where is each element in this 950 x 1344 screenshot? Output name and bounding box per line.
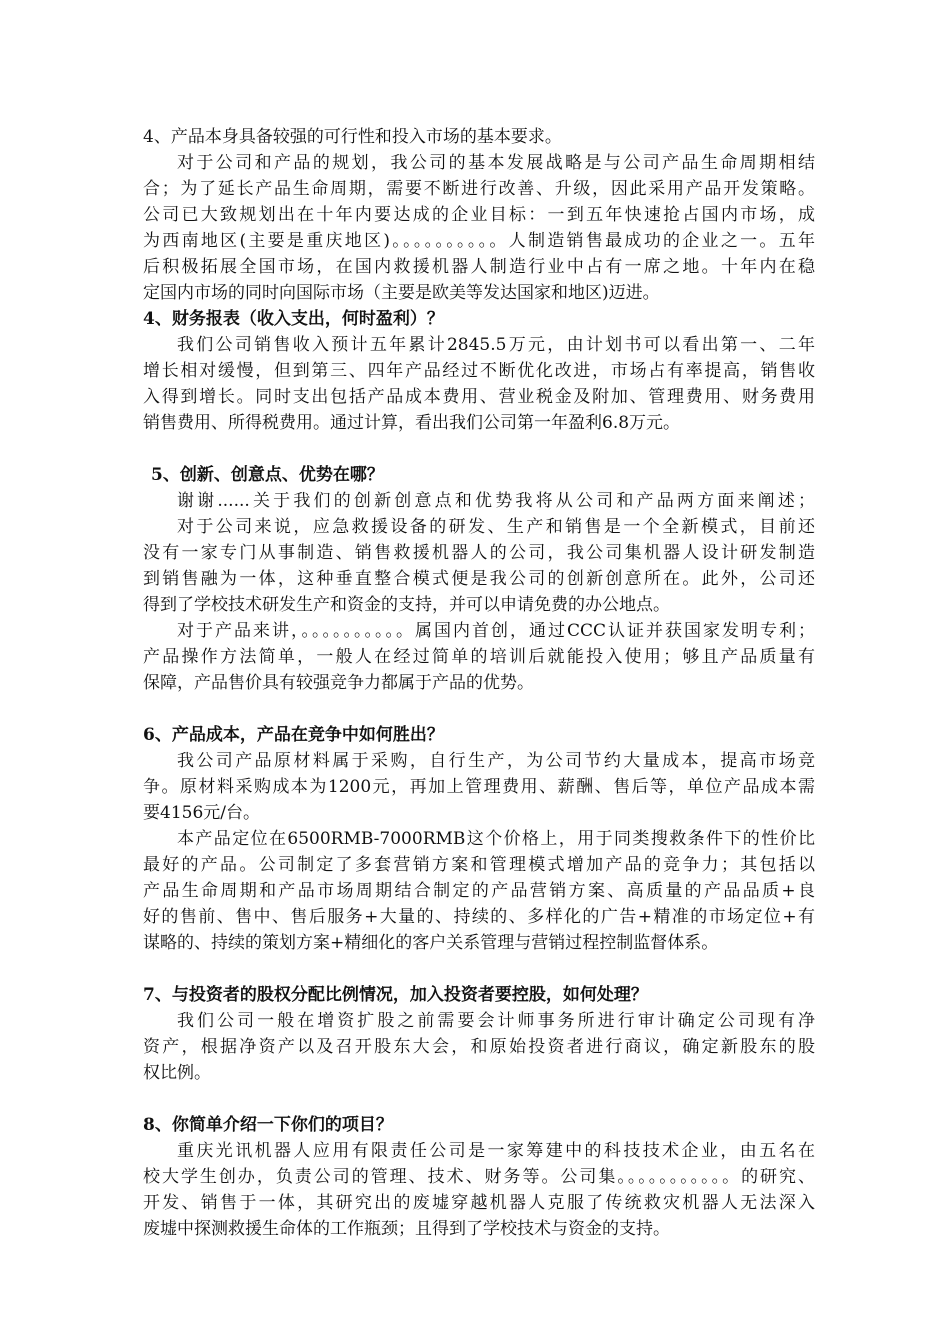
spacer <box>143 696 815 722</box>
paragraph-line: 没有一家专门从事制造、销售救援机器人的公司，我公司集机器人设计研发制造 <box>143 543 815 563</box>
paragraph-line: 资产，根据净资产以及召开股东大会，和原始投资者进行商议，确定新股东的股 <box>143 1037 815 1057</box>
paragraph-line: 增长相对缓慢，但到第三、四年产品经过不断优化改进，市场占有率提高，销售收 <box>143 361 815 381</box>
paragraph-line: 本产品定位在6500RMB-7000RMB这个价格上，用于同类搜救条件下的性价比 <box>177 829 815 849</box>
paragraph-line: 产品操作方法简单，一般人在经过简单的培训后就能投入使用；够且产品质量有 <box>143 647 815 667</box>
paragraph-line: 保障，产品售价具有较强竞争力都属于产品的优势。 <box>143 673 534 693</box>
paragraph-line: 到销售融为一体，这种垂直整合模式便是我公司的创新创意所在。此外，公司还 <box>143 569 815 589</box>
section-financial-report <box>143 306 815 436</box>
section-heading: 5、创新、创意点、优势在哪？ <box>151 465 384 485</box>
paragraph-line: 4、产品本身具备较强的可行性和投入市场的基本要求。 <box>143 127 562 147</box>
paragraph-line: 校大学生创办，负责公司的管理、技术、财务等。公司集。。。。。。。。。。。的研究、 <box>143 1167 815 1187</box>
paragraph-line: 权比例。 <box>143 1063 211 1083</box>
spacer <box>143 1086 815 1112</box>
paragraph-line: 废墟中探测救援生命体的工作瓶颈；且得到了学校技术与资金的支持。 <box>143 1219 670 1239</box>
paragraph-line: 合；为了延长产品生命周期，需要不断进行改善、升级，因此采用产品开发策略。 <box>143 179 815 199</box>
section-innovation <box>143 462 815 696</box>
paragraph-line: 定国内市场的同时向国际市场（主要是欧美等发达国家和地区)迈进。 <box>143 283 660 303</box>
paragraph-line: 对于公司来说，应急救援设备的研发、生产和销售是一个全新模式，目前还 <box>177 517 815 537</box>
paragraph-line: 入得到增长。同时支出包括产品成本费用、营业税金及附加、管理费用、财务费用 <box>143 387 815 407</box>
section-product-cost <box>143 722 815 956</box>
paragraph-line: 产品生命周期和产品市场周期结合制定的产品营销方案、高质量的产品品质+良 <box>143 881 815 901</box>
paragraph-line: 公司已大致规划出在十年内要达成的企业目标：一到五年快速抢占国内市场，成 <box>143 205 815 225</box>
section-heading: 6、产品成本，产品在竞争中如何胜出？ <box>143 725 444 745</box>
paragraph-line: 对于产品来讲，。。。。。。。。。。属国内首创，通过CCC认证并获国家发明专利； <box>177 621 815 641</box>
paragraph-line: 我公司产品原材料属于采购，自行生产，为公司节约大量成本，提高市场竞 <box>177 751 815 771</box>
paragraph-line: 得到了学校技术研发生产和资金的支持，并可以申请免费的办公地点。 <box>143 595 670 615</box>
paragraph-line: 对于公司和产品的规划，我公司的基本发展战略是与公司产品生命周期相结 <box>177 153 815 173</box>
section-product-feasibility <box>143 124 815 306</box>
paragraph-line: 好的售前、售中、售后服务+大量的、持续的、多样化的广告+精准的市场定位+有 <box>143 907 815 927</box>
section-heading: 4、财务报表（收入支出，何时盈利）？ <box>143 309 444 329</box>
paragraph-line: 最好的产品。公司制定了多套营销方案和管理模式增加产品的竞争力；其包括以 <box>143 855 815 875</box>
section-project-intro <box>143 1112 815 1242</box>
section-heading: 8、你简单介绍一下你们的项目？ <box>143 1115 393 1135</box>
paragraph-line: 谢谢......关于我们的创新创意点和优势我将从公司和产品两方面来阐述； <box>177 491 815 511</box>
paragraph-line: 要4156元/台。 <box>143 803 260 823</box>
paragraph-line: 我们公司销售收入预计五年累计2845.5万元，由计划书可以看出第一、二年 <box>177 335 815 355</box>
paragraph-line: 我们公司一般在增资扩股之前需要会计师事务所进行审计确定公司现有净 <box>177 1011 815 1031</box>
paragraph-line: 争。原材料采购成本为1200元，再加上管理费用、薪酬、售后等，单位产品成本需 <box>143 777 815 797</box>
document-body <box>143 124 815 1242</box>
paragraph-line: 开发、销售于一体，其研究出的废墟穿越机器人克服了传统救灾机器人无法深入 <box>143 1193 815 1213</box>
spacer <box>143 956 815 982</box>
section-equity-distribution <box>143 982 815 1086</box>
paragraph-line: 谋略的、持续的策划方案+精细化的客户关系管理与营销过程控制监督体系。 <box>143 933 719 953</box>
spacer <box>143 436 815 462</box>
paragraph-line: 为西南地区(主要是重庆地区)。。。。。。。。。。人制造销售最成功的企业之一。五年 <box>143 231 815 251</box>
paragraph-line: 后积极拓展全国市场，在国内救援机器人制造行业中占有一席之地。十年内在稳 <box>143 257 815 277</box>
paragraph-line: 销售费用、所得税费用。通过计算，看出我们公司第一年盈利6.8万元。 <box>143 413 681 433</box>
section-heading: 7、与投资者的股权分配比例情况，加入投资者要控股，如何处理？ <box>143 985 648 1005</box>
paragraph-line: 重庆光讯机器人应用有限责任公司是一家筹建中的科技技术企业，由五名在 <box>177 1141 815 1161</box>
